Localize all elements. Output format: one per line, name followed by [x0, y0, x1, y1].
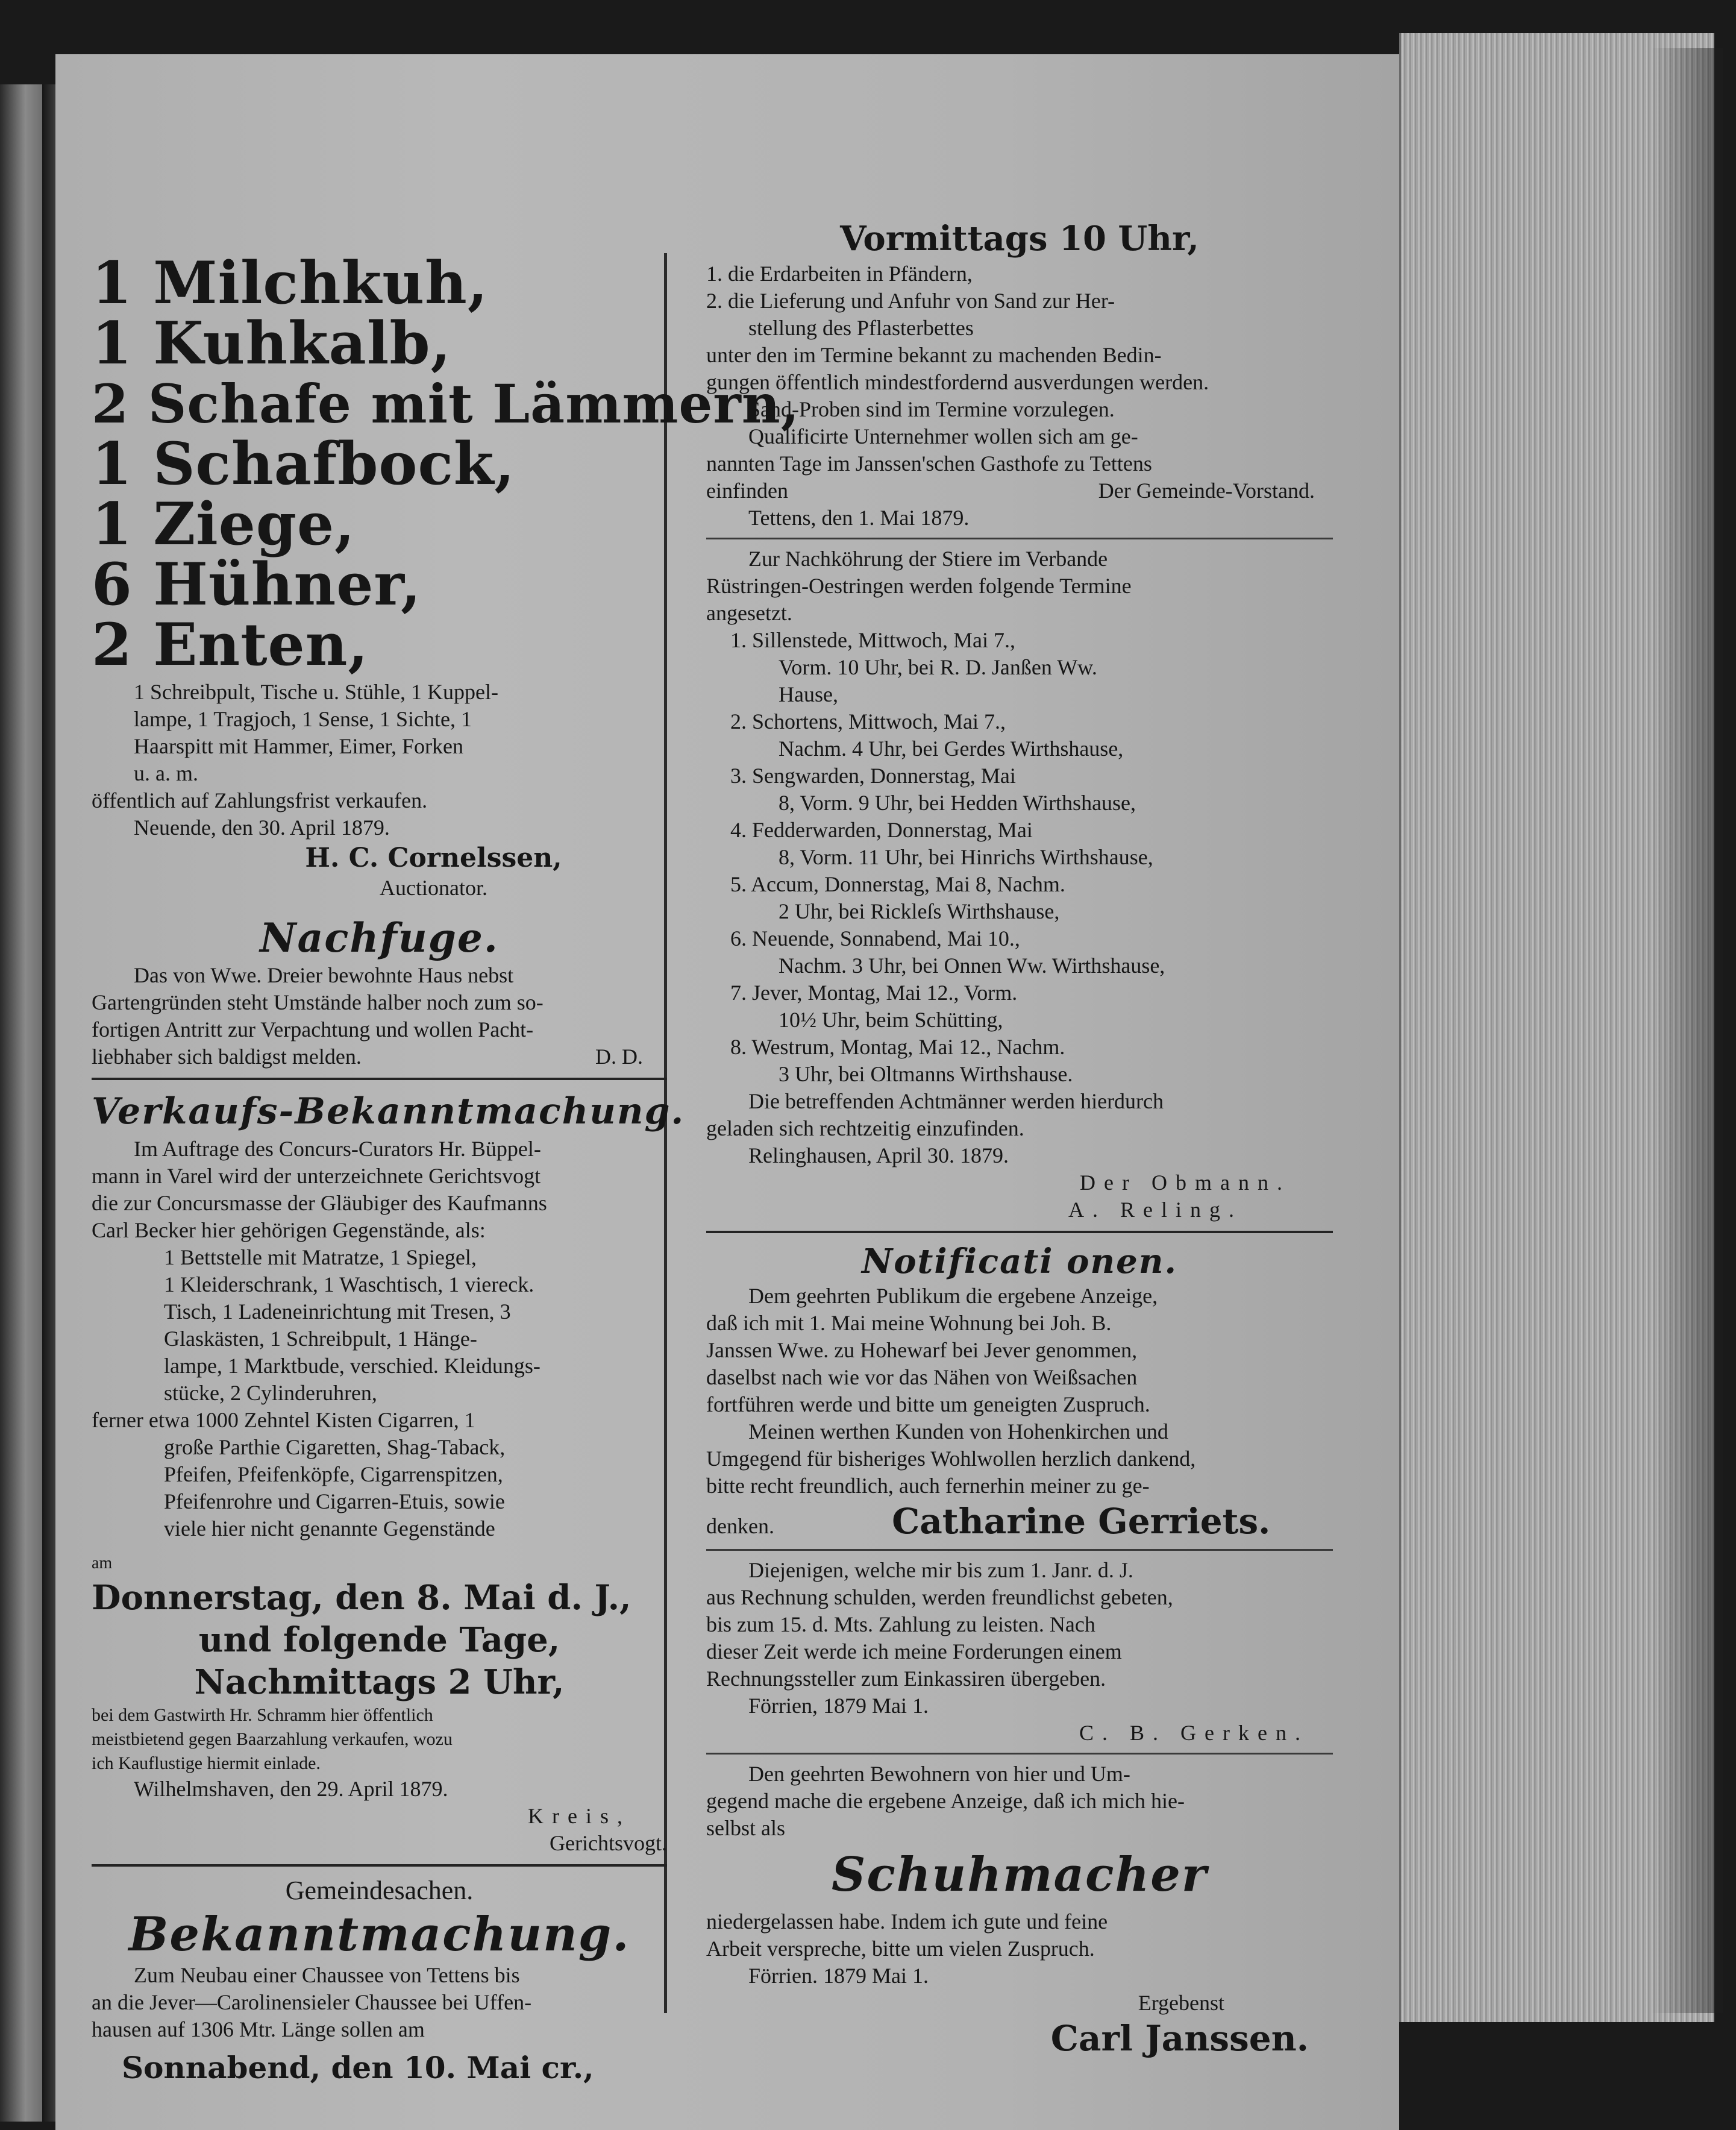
bekanntmachung-heading: Bekanntmachung.	[128, 1907, 630, 1962]
item-line: Tisch, 1 Ladeneinrichtung mit Tresen, 3	[164, 1299, 511, 1324]
ad-vormittags	[706, 217, 1333, 532]
body-line: Diejenigen, welche mir bis zum 1. Janr. d. J.	[748, 1558, 1133, 1582]
body-line: bis zum 15. d. Mts. Zahlung zu leisten. Nach	[706, 1612, 1095, 1636]
intro-line: gegend mache die ergebene Anzeige, daß ich mich hie-	[706, 1789, 1185, 1813]
body-line: fortführen werde und bitte um geneigten Zuspruch.	[706, 1392, 1150, 1416]
outro-line: bei dem Gastwirth Hr. Schramm hier öffentlich	[92, 1705, 433, 1725]
nachfuge-heading: Nachfuge.	[260, 914, 499, 961]
termin-line: Hause,	[779, 682, 838, 706]
right-column	[706, 217, 1333, 2073]
body-line: mann in Varel wird der unterzeichnete Gerichtsvogt	[92, 1164, 541, 1188]
outro-line: ich Kauflustige hiermit einlade.	[92, 1753, 321, 1773]
livestock-item: 1 Ziege,	[92, 490, 356, 558]
signer-title: Auctionator.	[380, 876, 487, 900]
outro-line: Die betreffenden Achtmänner werden hierdurch	[748, 1089, 1164, 1113]
body-line: Arbeit verspreche, bitte um vielen Zuspruch.	[706, 1937, 1095, 1961]
divider	[92, 1078, 667, 1080]
body-line: hausen auf 1306 Mtr. Länge sollen am	[92, 2017, 425, 2041]
outro-line: meistbietend gegen Baarzahlung verkaufen, wozu	[92, 1729, 453, 1749]
termin-line: Nachm. 4 Uhr, bei Gerdes Wirthshause,	[779, 737, 1124, 761]
intro-line: Den geehrten Bewohnern von hier und Um-	[748, 1762, 1130, 1786]
termin-line: Vorm. 10 Uhr, bei R. D. Janßen Ww.	[779, 655, 1097, 679]
body-line: Das von Wwe. Dreier bewohnte Haus nebst	[134, 963, 514, 987]
item-line: 2. die Lieferung und Anfuhr von Sand zur Her-	[706, 289, 1115, 313]
ad-verkaufs-bekanntmachung	[92, 1087, 685, 1857]
book-spine	[42, 84, 55, 2122]
intro-line: Zur Nachköhrung der Stiere im Verbande	[748, 547, 1108, 571]
termin-line: 5. Accum, Donnerstag, Mai 8, Nachm.	[730, 872, 1065, 896]
livestock-item: 2 Schafe mit Lämmern,	[92, 372, 800, 435]
termin-line: 4. Fedderwarden, Donnerstag, Mai	[730, 818, 1033, 842]
body-line: bitte recht freundlich, auch fernerhin meiner zu ge-	[706, 1474, 1150, 1498]
body-line: Carl Becker hier gehörigen Gegenstände, als:	[92, 1218, 486, 1242]
closing-line: öffentlich auf Zahlungsfrist verkaufen.	[92, 788, 428, 812]
ad-notificationen	[706, 1240, 1333, 1543]
signer-title: Gerichtsvogt.	[550, 1831, 667, 1855]
signer-name: Carl Janssen.	[1050, 2018, 1309, 2059]
date-line: Tettens, den 1. Mai 1879.	[748, 506, 970, 530]
body-line: fortigen Antritt zur Verpachtung und wollen Pacht-	[92, 1017, 534, 1041]
body-line: Umgegend für bisheriges Wohlwollen herzlich dankend,	[706, 1447, 1196, 1471]
further-line: große Parthie Cigaretten, Shag-Taback,	[164, 1435, 506, 1459]
detail-line: u. a. m.	[134, 761, 198, 785]
item-line: lampe, 1 Marktbude, verschied. Kleidungs-	[164, 1354, 541, 1378]
body-line: Dem geehrten Publikum die ergebene Anzeige,	[748, 1284, 1158, 1308]
termin-line: 8. Westrum, Montag, Mai 12., Nachm.	[730, 1035, 1065, 1059]
body-line: gungen öffentlich mindestfordernd ausverdungen werden.	[706, 370, 1209, 394]
livestock-item: 1 Schafbock,	[92, 430, 515, 498]
body-line: Sand-Proben sind im Termine vorzulegen.	[748, 397, 1115, 421]
date-line: Förrien, 1879 Mai 1.	[748, 1694, 929, 1718]
body-text: liebhaber sich baldigst melden.	[92, 1045, 362, 1069]
page-stack-shadow	[1651, 48, 1723, 2013]
termin-line: 8, Vorm. 9 Uhr, bei Hedden Wirthshause,	[779, 791, 1136, 815]
detail-line: lampe, 1 Tragjoch, 1 Sense, 1 Sichte, 1	[134, 707, 472, 731]
schuhmacher-heading: Schuhmacher	[832, 1847, 1208, 1902]
sale-date: Sonnabend, den 10. Mai cr.,	[122, 2050, 594, 2085]
verkauf-heading: Verkaufs-Bekanntmachung.	[92, 1090, 685, 1133]
termin-line: 6. Neuende, Sonnabend, Mai 10.,	[730, 926, 1020, 950]
date-line: Förrien. 1879 Mai 1.	[748, 1964, 929, 1988]
signer-name: H. C. Cornelssen,	[305, 843, 562, 873]
signer-initials: D. D.	[595, 1045, 643, 1069]
divider	[706, 1753, 1333, 1755]
body-line: Janssen Wwe. zu Hohewarf bei Jever genommen,	[706, 1338, 1138, 1362]
outro-line: geladen sich rechtzeitig einzufinden.	[706, 1116, 1024, 1140]
termin-line: 1. Sillenstede, Mittwoch, Mai 7.,	[730, 628, 1015, 652]
body-line: nannten Tage im Janssen'schen Gasthofe zu Tettens	[706, 451, 1152, 476]
auction-days: und folgende Tage,	[198, 1620, 560, 1660]
ad-stiere	[706, 545, 1333, 1224]
item-line: 1. die Erdarbeiten in Pfändern,	[706, 262, 973, 286]
item-line: stellung des Pflasterbettes	[748, 316, 974, 340]
divider	[706, 1549, 1333, 1551]
body-line: Zum Neubau einer Chaussee von Tettens bis	[134, 1963, 520, 1987]
signer-name: A. Reling.	[1068, 1198, 1242, 1222]
notificationen-heading: Notificati onen.	[862, 1242, 1177, 1281]
body-line	[92, 1043, 667, 1070]
ad-gemeindesachen	[92, 1874, 667, 2087]
body-line: an die Jever—Carolinensieler Chaussee bei Uffen-	[92, 1990, 532, 2014]
item-line: stücke, 2 Cylinderuhren,	[164, 1381, 377, 1405]
vormittags-heading: Vormittags 10 Uhr,	[840, 219, 1199, 259]
body-line: dieser Zeit werde ich meine Forderungen einem	[706, 1639, 1122, 1663]
intro-line: angesetzt.	[706, 601, 792, 625]
body-line: Qualificirte Unternehmer wollen sich am ge-	[748, 424, 1138, 448]
divider	[706, 538, 1333, 539]
item-line: 1 Kleiderschrank, 1 Waschtisch, 1 viereck.	[164, 1272, 534, 1296]
termin-line: 8, Vorm. 11 Uhr, bei Hinrichs Wirthshause,	[779, 845, 1153, 869]
signer-name: Der Gemeinde-Vorstand.	[1098, 479, 1315, 503]
body-line: niedergelassen habe. Indem ich gute und feine	[706, 1909, 1108, 1934]
newspaper-page	[55, 54, 1399, 2130]
further-line: Pfeifenrohre und Cigarren-Etuis, sowie	[164, 1489, 505, 1513]
auction-date: Donnerstag, den 8. Mai d. J.,	[92, 1578, 631, 1618]
intro-line: selbst als	[706, 1816, 785, 1840]
previous-page-edge	[0, 84, 42, 2122]
further-line: Pfeifen, Pfeifenköpfe, Cigarrenspitzen,	[164, 1462, 503, 1486]
body-line: Rechnungssteller zum Einkassiren übergeben.	[706, 1667, 1106, 1691]
body-text: denken.	[706, 1514, 774, 1538]
livestock-item: 2 Enten,	[92, 611, 369, 679]
divider	[706, 1231, 1333, 1233]
body-line: die zur Concursmasse der Gläubiger des Kaufmanns	[92, 1191, 547, 1215]
body-line: unter den im Termine bekannt zu machenden Bedin-	[706, 343, 1162, 367]
body-line	[706, 477, 1333, 504]
auction-time: Nachmittags 2 Uhr,	[194, 1662, 565, 1702]
body-line: Im Auftrage des Concurs-Curators Hr. Büppel-	[134, 1137, 541, 1161]
date-line: Wilhelmshaven, den 29. April 1879.	[134, 1777, 448, 1801]
body-line: Gartengründen steht Umstände halber noch zum so-	[92, 990, 544, 1014]
detail-line: Haarspitt mit Hammer, Eimer, Forken	[134, 734, 463, 758]
section-label: Gemeindesachen.	[285, 1876, 474, 1905]
body-text: einfinden	[706, 479, 788, 503]
detail-line: 1 Schreibpult, Tische u. Stühle, 1 Kuppel-	[134, 680, 498, 704]
date-line: Relinghausen, April 30. 1879.	[748, 1143, 1009, 1167]
body-line: daß ich mit 1. Mai meine Wohnung bei Joh. B.	[706, 1311, 1112, 1335]
ad-diejenigen	[706, 1557, 1333, 1747]
further-line: ferner etwa 1000 Zehntel Kisten Cigarren, 1	[92, 1408, 475, 1432]
termin-line: Nachm. 3 Uhr, bei Onnen Ww. Wirthshause,	[779, 953, 1165, 978]
divider	[92, 1864, 667, 1867]
termin-line: 2. Schortens, Mittwoch, Mai 7.,	[730, 709, 1006, 734]
termin-line: 7. Jever, Montag, Mai 12., Vorm.	[730, 981, 1018, 1005]
body-line: aus Rechnung schulden, werden freundlichst gebeten,	[706, 1585, 1173, 1609]
termin-line: 10½ Uhr, beim Schütting,	[779, 1008, 1003, 1032]
item-line: Glaskästen, 1 Schreibpult, 1 Hänge-	[164, 1327, 477, 1351]
signer-name: C. B. Gerken.	[1079, 1721, 1309, 1745]
ergebenst-label: Ergebenst	[1138, 1991, 1224, 2015]
signer-name: Catharine Gerriets.	[892, 1501, 1271, 1542]
body-line: Meinen werthen Kunden von Hohenkirchen und	[748, 1419, 1168, 1444]
livestock-item: 6 Hühner,	[92, 550, 422, 618]
item-line: 1 Bettstelle mit Matratze, 1 Spiegel,	[164, 1245, 477, 1269]
ad-schuhmacher	[706, 1761, 1333, 2060]
date-line: Neuende, den 30. April 1879.	[134, 815, 390, 840]
signer-title: Der Obmann.	[1080, 1170, 1291, 1195]
am-label: am	[92, 1554, 113, 1572]
signer-name: Kreis,	[528, 1804, 631, 1828]
ad-nachfuge	[92, 914, 667, 1070]
livestock-item: 1 Milchkuh,	[92, 249, 489, 317]
termin-line: 2 Uhr, bei Rickleſs Wirthshause,	[779, 899, 1060, 923]
body-line: daselbst nach wie vor das Nähen von Weißsachen	[706, 1365, 1138, 1389]
termin-line: 3. Sengwarden, Donnerstag, Mai	[730, 764, 1016, 788]
intro-line: Rüstringen-Oestringen werden folgende Termine	[706, 574, 1132, 598]
termin-line: 3 Uhr, bei Oltmanns Wirthshause.	[779, 1062, 1073, 1086]
body-line	[706, 1500, 1333, 1543]
further-line: viele hier nicht genannte Gegenstände	[164, 1516, 495, 1541]
livestock-item: 1 Kuhkalb,	[92, 309, 451, 377]
